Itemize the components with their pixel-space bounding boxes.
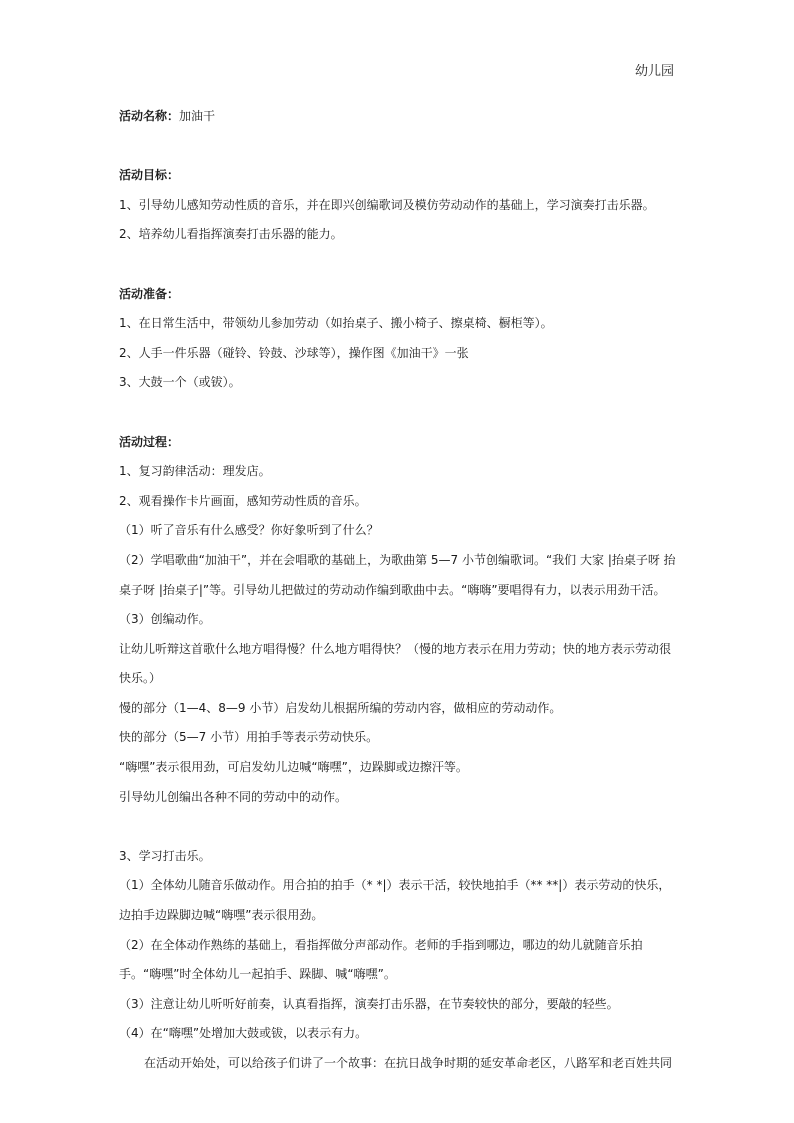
process-line: 快的部分（5—7 小节）用拍手等表示劳动快乐。 bbox=[119, 730, 379, 745]
activity-name-heading: 活动名称： bbox=[119, 109, 180, 123]
preparation-item: 1、在日常生活中，带领幼儿参加劳动（如抬桌子、搬小椅子、擦桌椅、橱柜等）。 bbox=[119, 316, 553, 331]
process-line: （2）学唱歌曲“加油干”，并在会唱歌的基础上，为歌曲第 5—7 小节创编歌词。“我们 大家 |抬桌子呀 抬桌子呀 |抬桌子|”等。引导幼儿把做过的劳动动作编到歌曲中去。“嗨嗨”要唱得有力，以表示用劲干活。 bbox=[119, 552, 676, 597]
process-line: 让幼儿听辩这首歌什么地方唱得慢？什么地方唱得快？（慢的地方表示在用力劳动；快的地方表示劳动很快乐。） bbox=[119, 641, 672, 686]
process-line: 引导幼儿创编出各种不同的劳动中的动作。 bbox=[119, 789, 348, 804]
goal-item: 1、引导幼儿感知劳动性质的音乐，并在即兴创编歌词及模仿劳动动作的基础上，学习演奏打击乐器。 bbox=[119, 197, 655, 212]
section3-line: （4）在“嗨嘿”处增加大鼓或钹，以表示有力。 bbox=[119, 1026, 368, 1041]
goals-heading: 活动目标： bbox=[119, 168, 180, 183]
preparation-item: 2、人手一件乐器（碰铃、铃鼓、沙球等），操作图《加油干》一张 bbox=[119, 345, 469, 360]
process-heading: 活动过程： bbox=[119, 434, 180, 449]
process-line: 2、观看操作卡片画面，感知劳动性质的音乐。 bbox=[119, 493, 367, 508]
goal-item: 2、培养幼儿看指挥演奏打击乐器的能力。 bbox=[119, 227, 343, 242]
process-line: “嗨嘿”表示很用劲，可启发幼儿边喊“嗨嘿”，边跺脚或边擦汗等。 bbox=[119, 760, 468, 775]
activity-name-value: 加油干 bbox=[179, 109, 216, 123]
activity-name-line bbox=[119, 102, 682, 132]
story-paragraph: 在活动开始处，可以给孩子们讲了一个故事：在抗日战争时期的延安革命老区，八路军和老百姓共同 bbox=[144, 1056, 673, 1070]
section3-line: （2）在全体动作熟练的基础上，看指挥做分声部动作。老师的手指到哪边，哪边的幼儿就随音乐拍手。“嗨嘿”时全体幼儿一起拍手、跺脚、喊“嗨嘿”。 bbox=[119, 937, 643, 982]
section3-line: （3）注意让幼儿听听好前奏，认真看指挥，演奏打击乐器，在节奏较快的部分，要敲的轻些。 bbox=[119, 996, 619, 1011]
section3-line: 3、学习打击乐。 bbox=[119, 848, 211, 863]
header-label: 幼儿园 bbox=[634, 64, 674, 79]
process-line: （1）听了音乐有什么感受？你好象听到了什么？ bbox=[119, 523, 379, 538]
preparation-heading: 活动准备： bbox=[119, 286, 180, 301]
process-line: 慢的部分（1—4、8—9 小节）启发幼儿根据所编的劳动内容，做相应的劳动动作。 bbox=[119, 700, 562, 715]
preparation-item: 3、大鼓一个（或钹）。 bbox=[119, 375, 241, 390]
process-line: 1、复习韵律活动：理发店。 bbox=[119, 464, 271, 479]
document-body bbox=[119, 102, 682, 1079]
process-line: （3）创编动作。 bbox=[119, 612, 211, 627]
section3-line: （1）全体幼儿随音乐做动作。用合拍的拍手（* *|）表示干活，较快地拍手（** **|）表示劳动的快乐，边拍手边跺脚边喊“嗨嘿”表示很用劲。 bbox=[119, 878, 671, 923]
